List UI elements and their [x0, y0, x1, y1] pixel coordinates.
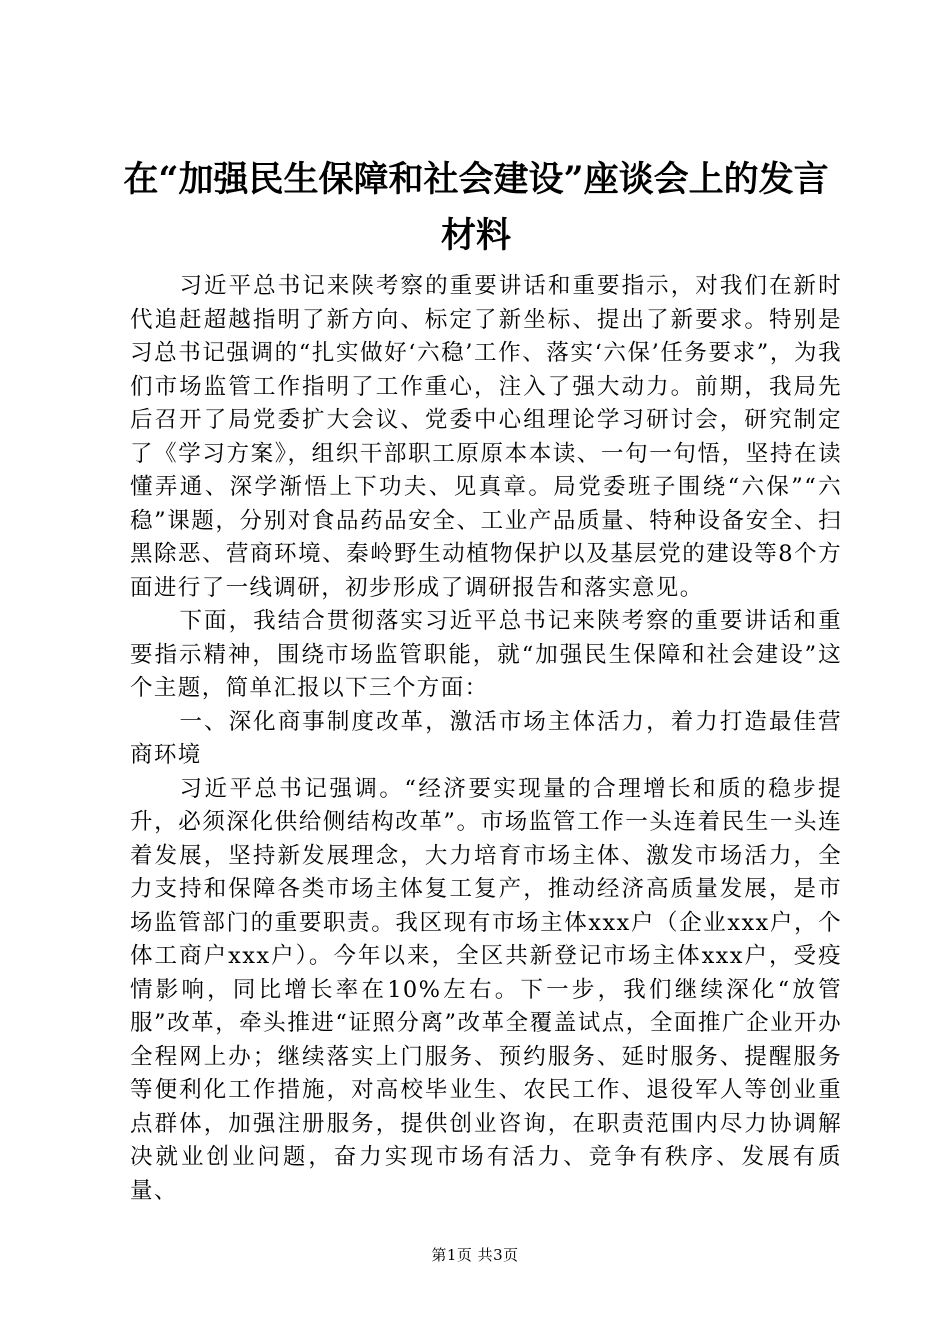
paragraph-section-1: 习近平总书记强调。“经济要实现量的合理增长和质的稳步提升，必须深化供给侧结构改革”。市场监管工作一头连着民生一头连着发展，坚持新发展理念，大力培育市场主体、激发市场活力，全力支持和保障各类市场主体复工复产，推动经济高质量发展，是市场监管部门的重要职责。我区现有市场主体xxx户（企业xxx户，个体工商户xxx户）。今年以来，全区共新登记市场主体xxx户，受疫情影响，同比增长率在10%左右。下一步，我们继续深化“放管服”改革，牵头推进“证照分离”改革全覆盖试点，全面推广企业开办全程网上办；继续落实上门服务、预约服务、延时服务、提醒服务等便利化工作措施，对高校毕业生、农民工作、退役军人等创业重点群体，加强注册服务，提供创业咨询，在职责范围内尽力协调解决就业创业问题，奋力实现市场有活力、竞争有秩序、发展有质量、 [130, 775, 842, 1204]
paragraph-intro: 习近平总书记来陕考察的重要讲话和重要指示，对我们在新时代追赶超越指明了新方向、标定了新坐标、提出了新要求。特别是习总书记强调的“扎实做好‘六稳’工作、落实‘六保’任务要求”，为我们市场监管工作指明了工作重心，注入了强大动力。前期，我局先后召开了局党委扩大会议、党委中心组理论学习研讨会，研究制定了《学习方案》，组织干部职工原原本本读、一句一句悟，坚持在读懂弄通、深学渐悟上下功夫、见真章。局党委班子围绕“六保”“六稳”课题，分别对食品药品安全、工业产品质量、特种设备安全、扫黑除恶、营商环境、秦岭野生动植物保护以及基层党的建设等8个方面进行了一线调研，初步形成了调研报告和落实意见。 [130, 273, 842, 601]
section-heading-1: 一、深化商事制度改革，激活市场主体活力，着力打造最佳营商环境 [130, 708, 842, 768]
document-body [130, 270, 842, 1208]
page-number-footer: 第1页 共3页 [431, 1246, 519, 1264]
paragraph-overview: 下面，我结合贯彻落实习近平总书记来陕考察的重要讲话和重要指示精神，围绕市场监管职能，就“加强民生保障和社会建设”这个主题，简单汇报以下三个方面： [130, 608, 842, 701]
document-title: 在“加强民生保障和社会建设”座谈会上的发言材料 [123, 159, 829, 256]
